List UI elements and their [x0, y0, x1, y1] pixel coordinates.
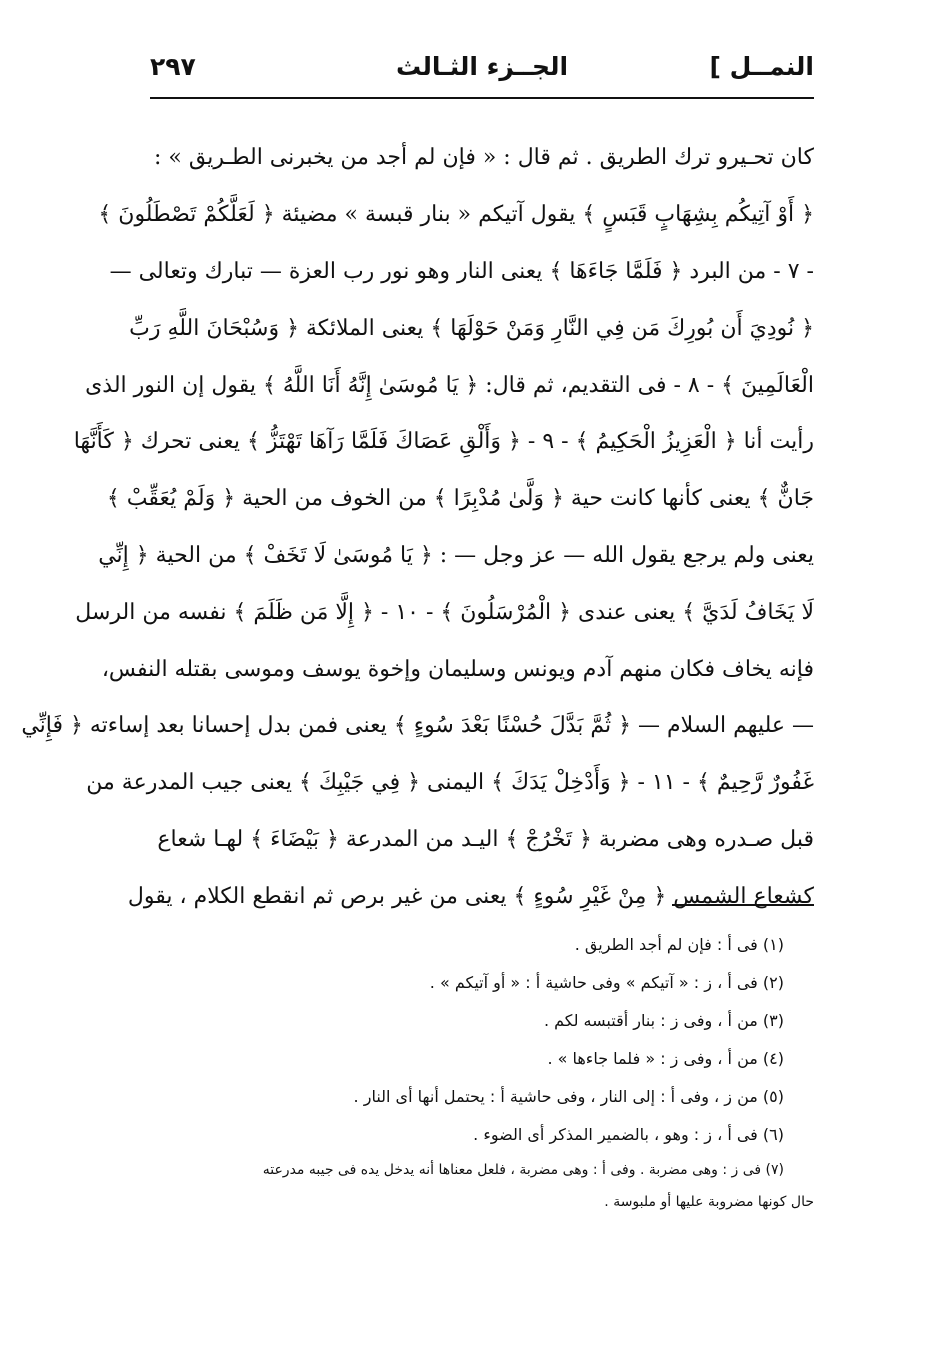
footnote-rule	[672, 904, 814, 906]
footnotes	[150, 925, 814, 1217]
header-rule	[150, 97, 814, 99]
body-line: غَفُورٌ رَّحِيمٌ ﴾ - ١١ - ﴿ وَأَدْخِلْ يَدَكَ ﴾ اليمنى ﴿ فِي جَيْبِكَ ﴾ يعنى جيب المدرعة من	[86, 770, 814, 796]
body-line: ﴿ أَوْ آتِيكُم بِشِهَابٍ قَبَسٍ ﴾ يقول آتيكم « بنار قبسة » مضيئة ﴿ لَعَلَّكُمْ تَصْطَلُونَ ﴾	[98, 202, 814, 228]
footnote: (٤) من أ ، وفى ز : « فلما جاءها » .	[547, 1048, 784, 1068]
body-line: فإنه يخاف فكان منهم آدم ويونس وسليمان وإخوة يوسف وموسى بقتله النفس،	[101, 656, 814, 682]
body-line: كان تحـيرو ترك الطريق . ثم قال : « فإن لم أجد من يخبرنى الطـريق » :	[154, 145, 814, 171]
running-header	[150, 52, 814, 92]
page-number: ٢٩٧	[150, 52, 196, 81]
body-line: - ٧ - من البرد ﴿ فَلَمَّا جَاءَهَا ﴾ يعنى النار وهو نور رب العزة — تبارك وتعالى —	[109, 258, 814, 284]
body-line: جَانٌّ ﴾ يعنى كأنها كانت حية ﴿ وَلَّىٰ مُدْبِرًا ﴾ من الخوف من الحية ﴿ وَلَمْ يُعَقِّبْ ﴾	[106, 486, 814, 512]
body-line: رأيت أنا ﴿ الْعَزِيزُ الْحَكِيمُ ﴾ - ٩ - ﴿ وَأَلْقِ عَصَاكَ فَلَمَّا رَآهَا تَهْتَزُّ ﴾ يعنى تحرك ﴿ كَأَنَّهَا	[73, 429, 814, 455]
footnote: (٧) فى ز : وهى مضربة . وفى أ : وهى مضربة ، فلعل معناها أنه يدخل يده فى جيبه مدرعته	[262, 1162, 784, 1178]
footnote: (٢) فى أ ، ز : « آتيكم » وفى حاشية أ : « أو آتيكم » .	[429, 972, 784, 992]
body-line: الْعَالَمِينَ ﴾ - ٨ - فى التقديم، ثم قال: ﴿ يَا مُوسَىٰ إِنَّهُ أَنَا اللَّهُ ﴾ يقول إن النور الذى	[85, 372, 814, 398]
footnote-continuation: حال كونها مضروبة عليها أو ملبوسة .	[604, 1194, 814, 1210]
body-line: — عليهم السلام — ﴿ ثُمَّ بَدَّلَ حُسْنًا بَعْدَ سُوءٍ ﴾ يعنى فمن بدل إحسانا بعد إساءته ﴿ فَإِنِّي	[21, 713, 814, 739]
body-line: ﴿ نُودِيَ أَن بُورِكَ مَن فِي النَّارِ وَمَنْ حَوْلَهَا ﴾ يعنى الملائكة ﴿ وَسُبْحَانَ اللَّهِ رَبِّ	[129, 315, 814, 341]
body-text	[21, 130, 814, 925]
footnote: (١) فى أ : فإن لم أجد الطريق .	[574, 934, 784, 954]
part-title: الجــزء الثـالث	[395, 52, 569, 81]
footnote: (٣) من أ ، وفى ز : بنار أقتبسه لكم .	[543, 1010, 784, 1030]
body-line: كشعاع الشمس ﴿ مِنْ غَيْرِ سُوءٍ ﴾ يعنى من غير برص ثم انقطع الكلام ، يقول	[127, 883, 814, 909]
footnote: (٥) من ز ، وفى أ : إلى النار ، وفى حاشية أ : يحتمل أنها أى النار .	[353, 1086, 784, 1106]
footnote: (٦) فى أ ، ز : وهو ، بالضمير المذكر أى الضوء .	[473, 1124, 784, 1144]
body-line: لَا يَخَافُ لَدَيَّ ﴾ يعنى عندى ﴿ الْمُرْسَلُونَ ﴾ - ١٠ - ﴿ إِلَّا مَن ظَلَمَ ﴾ نفسه من الرسل	[75, 599, 814, 625]
body-line: قبل صـدره وهى مضربة ﴿ تَخْرُجْ ﴾ اليـد من المدرعة ﴿ بَيْضَاءَ ﴾ لهـا شعاع	[157, 826, 814, 852]
chapter-title: النمــل ]	[709, 52, 814, 81]
body-line: يعنى ولم يرجع يقول الله — عز وجل — : ﴿ يَا مُوسَىٰ لَا تَخَفْ ﴾ من الحية ﴿ إِنِّي	[98, 542, 814, 568]
